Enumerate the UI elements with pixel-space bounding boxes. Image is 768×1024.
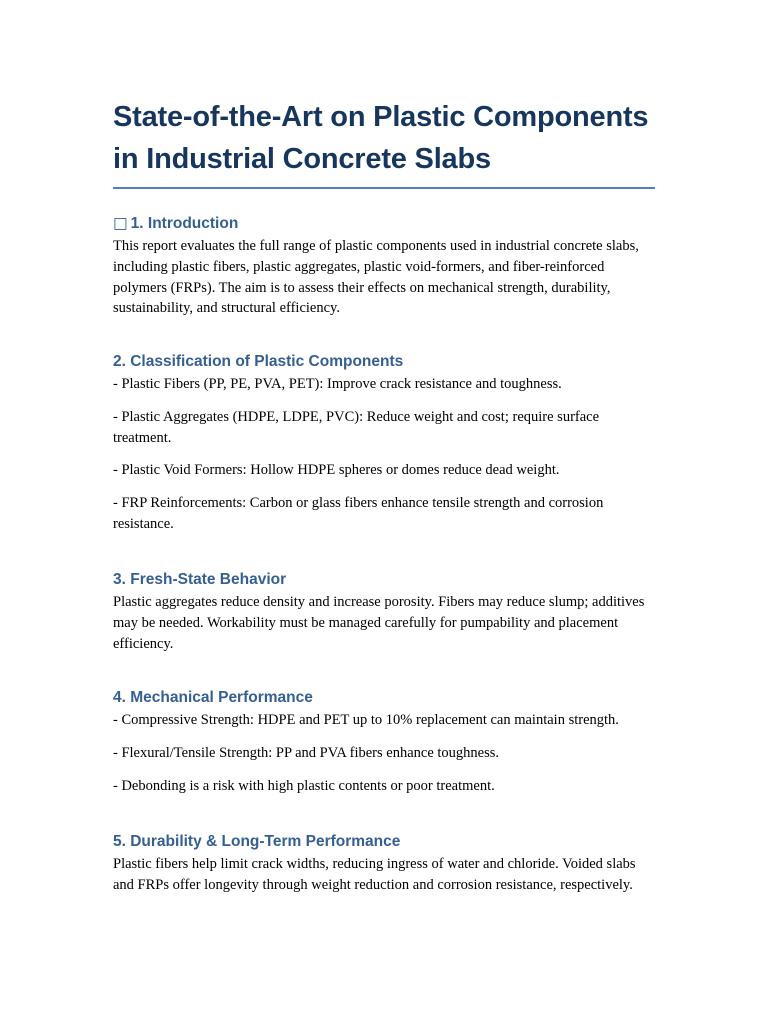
section-introduction	[113, 213, 655, 319]
section-heading: 2. Classification of Plastic Components	[113, 353, 404, 370]
section-heading: 3. Fresh-State Behavior	[113, 571, 287, 588]
list-item: - Flexural/Tensile Strength: PP and PVA fibers enhance toughness.	[113, 744, 500, 761]
list-item: - Compressive Strength: HDPE and PET up to 10% replacement can maintain strength.	[113, 712, 619, 728]
section-heading-text: 1. Introduction	[130, 215, 239, 232]
list-item: - FRP Reinforcements: Carbon or glass fibers enhance tensile strength and corrosion resistance.	[113, 495, 604, 532]
document-title: State-of-the-Art on Plastic Components in Industrial Concrete Slabs	[113, 96, 655, 189]
section-classification	[113, 352, 655, 535]
list-item: - Plastic Aggregates (HDPE, LDPE, PVC): Reduce weight and cost; require surface treatment.	[113, 408, 600, 446]
section-durability	[113, 832, 655, 896]
section-paragraph: This report evaluates the full range of plastic components used in industrial concrete slabs, including plastic fibers, plastic aggregates, plastic void-formers, and fiber-reinforced polymers (FRPs). The aim is to assess their effects on mechanical strength, durability, sustainability, and structural efficiency.	[113, 238, 639, 317]
list-item: - Debonding is a risk with high plastic contents or poor treatment.	[113, 777, 495, 794]
list-item: - Plastic Fibers (PP, PE, PVA, PET): Improve crack resistance and toughness.	[113, 376, 562, 392]
section-fresh-state	[113, 570, 655, 654]
section-paragraph: Plastic aggregates reduce density and increase porosity. Fibers may reduce slump; additives may be needed. Workability must be managed carefully for pumpability and placement efficiency.	[113, 594, 645, 652]
section-paragraph: Plastic fibers help limit crack widths, reducing ingress of water and chloride. Voided slabs and FRPs offer longevity through weight reduction and corrosion resistance, respectively.	[113, 856, 636, 893]
section-mechanical	[113, 688, 655, 796]
missing-glyph-icon: □	[113, 214, 128, 232]
section-heading: 5. Durability & Long-Term Performance	[113, 833, 401, 850]
list-item: - Plastic Void Formers: Hollow HDPE spheres or domes reduce dead weight.	[113, 462, 560, 479]
section-heading: 4. Mechanical Performance	[113, 689, 313, 706]
document-page	[113, 96, 655, 893]
section-heading	[113, 213, 655, 234]
